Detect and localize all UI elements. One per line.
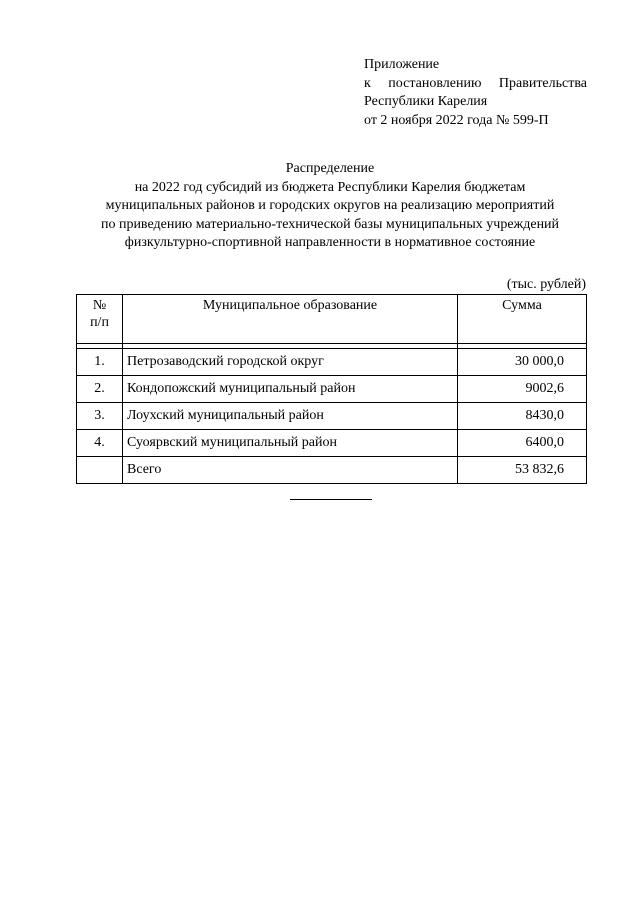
row-municipality: Лоухский муниципальный район (123, 403, 458, 430)
title-line: Распределение (285, 161, 375, 176)
row-number: 1. (77, 349, 123, 376)
table-total-row (77, 457, 587, 484)
row-municipality: Суоярвский муниципальный район (123, 430, 458, 457)
table-row (77, 403, 587, 430)
appendix-block (364, 56, 594, 130)
row-number: 3. (77, 403, 123, 430)
total-label: Всего (123, 457, 458, 484)
header-municipality: Муниципальное образование (123, 295, 458, 344)
appendix-line: к постановлению Правительства (364, 75, 587, 91)
table-row (77, 430, 587, 457)
row-municipality: Кондопожский муниципальный район (123, 376, 458, 403)
total-sum: 53 832,6 (458, 457, 587, 484)
closing-rule (290, 499, 372, 500)
total-number (77, 457, 123, 484)
header-number (77, 295, 123, 344)
table-row (77, 376, 587, 403)
row-sum: 9002,6 (458, 376, 587, 403)
table-row (77, 349, 587, 376)
table-header-row (77, 295, 587, 344)
appendix-line: Приложение (364, 57, 440, 72)
title-line: по приведению материально-технической базы муниципальных учреждений (100, 216, 560, 232)
title-line: физкультурно-спортивной направленности в нормативное состояние (124, 235, 536, 250)
header-sum: Сумма (458, 295, 587, 344)
row-sum: 8430,0 (458, 403, 587, 430)
unit-label: (тыс. рублей) (506, 277, 586, 292)
header-number-line2: п/п (90, 315, 109, 330)
header-number-line1: № (92, 298, 107, 313)
appendix-line: Республики Карелия (364, 94, 488, 109)
distribution-table (76, 294, 587, 484)
row-number: 2. (77, 376, 123, 403)
row-sum: 6400,0 (458, 430, 587, 457)
row-number: 4. (77, 430, 123, 457)
title-line: муниципальных районов и городских округов на реализацию мероприятий (105, 198, 555, 213)
appendix-line: от 2 ноября 2022 года № 599-П (364, 112, 549, 128)
row-municipality: Петрозаводский городской округ (123, 349, 458, 376)
row-sum: 30 000,0 (458, 349, 587, 376)
document-title (70, 160, 590, 253)
title-line: на 2022 год субсидий из бюджета Республики Карелия бюджетам (134, 179, 526, 195)
